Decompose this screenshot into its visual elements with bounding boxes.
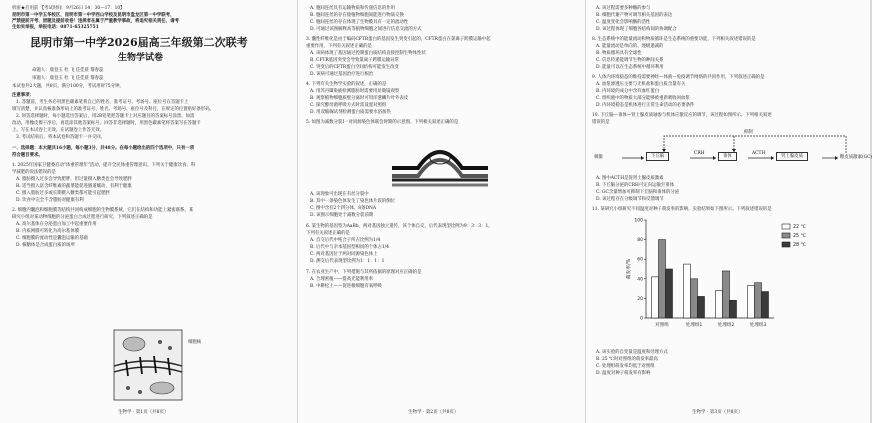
y-tick-label: 20 bbox=[637, 296, 643, 302]
option-b: B. 后代中与亲本基因型相同的个体占1/4 bbox=[310, 245, 389, 250]
question-8: 8. 生态系统中的能量流动和物质循环是生态系统的重要功能，下列相关叙述错误的是 bbox=[592, 37, 756, 42]
question-6: 6. 某生物的基因型为AaBb，两对基因独立遗传，该个体自交，后代表现型比例为9：3：3：1。 bbox=[306, 224, 493, 229]
option-d: D. 可通过该图解释高等植物细胞之间进行信息交流的方式 bbox=[310, 27, 422, 32]
option-b: B. 细胞代谢产物可调节相关基因的表达 bbox=[596, 13, 673, 18]
option-a: A. 图中ACTH是促肾上腺皮质激素 bbox=[596, 176, 664, 181]
legend-swatch bbox=[782, 233, 790, 238]
option-c: C. 处理组萌发率均低于对照组 bbox=[596, 364, 655, 369]
option-c: C. 摄入脂肪过多或长期摄入糖类都可能引起肥胖 bbox=[16, 191, 110, 196]
option-c: C. 两对基因位于两对同源染色体上 bbox=[310, 252, 378, 257]
option-a: A. 该实验的自变量是温度和处理方式 bbox=[596, 350, 668, 355]
question-1-cont: 学减肥的说法错误的是 bbox=[12, 170, 56, 175]
option-b: B. 适当摄入富含纤维素的蔬菜能促进肠道蠕动，有利于健康 bbox=[16, 184, 132, 189]
option-a: A. 能量流动是单向的、逐级递减的 bbox=[596, 44, 664, 49]
section-heading: 一、选择题：本大题共16小题，每小题3分，共48分。在每小题给出的四个选项中，只有一项 bbox=[12, 146, 195, 151]
bar bbox=[762, 292, 769, 318]
option-a: A. 高尔基体在分泌蛋白加工中起重要作用 bbox=[16, 222, 97, 227]
note-line: 改动，用橡皮擦干净后，再选涂其他答案标号。回答非选择题时，用黑色碳素笔将答案写在答题卡 bbox=[12, 121, 201, 126]
question-10-cont: 错误的是 bbox=[592, 120, 610, 125]
bar bbox=[748, 286, 755, 318]
x-tick-label: 处理组1 bbox=[685, 323, 703, 328]
note-line: 1. 答题前，考生务必用黑色碳素笔将自己的姓名、准考证号、考场号、座位号在答题卡上 bbox=[16, 100, 189, 105]
legend-swatch bbox=[782, 242, 790, 247]
option-b: B. 其中一条染色体发生了染色体片段的倒位 bbox=[310, 199, 396, 204]
bar bbox=[684, 264, 691, 318]
option-c: C. GC含量增加可抑制下丘脑和垂体的分泌 bbox=[596, 190, 680, 195]
question-6-cont: 下列有关叙述正确的是 bbox=[306, 231, 350, 236]
question-5: 5. 如图为减数分裂I一对同源染色体联会时期的示意图。下列相关叙述正确的是 bbox=[306, 120, 459, 125]
flow-arrows bbox=[594, 130, 872, 170]
option-d: D. 饮食中完全不含脂肪对健康有利 bbox=[16, 198, 84, 203]
page-footer: 生物学 · 第2页（共8页） bbox=[408, 410, 459, 415]
hpa-flow-diagram bbox=[594, 130, 872, 170]
adrenal-cortex-box: 肾上腺皮质 bbox=[776, 152, 808, 161]
option-a: A. 用苏丹Ⅲ染液检测脂肪时需要用显微镜观察 bbox=[310, 89, 400, 94]
option-c: C. 胞间连丝的存在体现了生物膜具有一定的流动性 bbox=[310, 20, 409, 25]
note-line: 填写清楚，并认真核准条形码上的准考证号、姓名、考场号、座位号及科目，在规定的位置贴好条形码。 bbox=[12, 107, 214, 112]
option-d: D. 内环境稳态是机体进行正常生命活动的必要条件 bbox=[596, 103, 695, 108]
gc-label: 糖皮质激素(GC) bbox=[840, 155, 872, 160]
question-3: 3. 囊性纤维化是由于编码CFTR蛋白的基因发生突变引起的，CFTR蛋白在氯离子跨膜运输中起 bbox=[306, 37, 491, 42]
crh-label: CRH bbox=[694, 151, 705, 156]
option-c: C. 信息传递能调节生物的种间关系 bbox=[596, 58, 664, 63]
option-d: D. 该图示细胞处于减数分裂前期 bbox=[310, 213, 374, 218]
option-c: C. 探究酵母菌呼吸方式时需设置对照组 bbox=[310, 103, 387, 108]
acth-label: ACTH bbox=[752, 151, 766, 156]
option-b: B. 25 ℃时对照组的萌发率最高 bbox=[596, 357, 658, 362]
option-d: D. 温度对种子萌发率有影响 bbox=[596, 371, 651, 376]
option-a: A. 该病体现了基因通过控制蛋白质结构直接控制生物体性状 bbox=[310, 51, 426, 56]
option-c: C. 图中含有2个四分体、8条DNA bbox=[310, 206, 377, 211]
question-4: 4. 下列有关生物学实验的叙述，正确的是 bbox=[306, 82, 387, 87]
y-tick-label: 40 bbox=[637, 277, 643, 283]
pituitary-box: 垂体 bbox=[718, 152, 737, 161]
bar bbox=[698, 296, 705, 318]
exam-title: 昆明市第一中学2026届高三年级第二次联考 bbox=[30, 36, 248, 49]
option-b: B. 下丘脑分泌的CRH可定向运输至垂体 bbox=[596, 183, 674, 188]
legend-label: 25 ℃ bbox=[793, 234, 807, 239]
stimulus-label: 刺激 bbox=[594, 155, 603, 160]
option-a: A. 自交后代中纯合子所占比例为1/4 bbox=[310, 238, 381, 243]
option-b: B. 中耕松土——促进根细胞有氧呼吸 bbox=[310, 284, 382, 289]
question-1: 1. 2025年国家卫健委启动"体重管理年"活动，提升全民体重管理意识。下列关于健康饮食、科 bbox=[12, 163, 196, 168]
question-10: 10. 下丘脑—垂体—肾上腺皮质轴参与机体应激反应的调节，该过程如图所示。下列相关叙述 bbox=[592, 113, 772, 118]
option-b: B. 观察植物细胞质壁分离时可用洋葱鳞片叶外表皮 bbox=[310, 96, 409, 101]
option-d: D. 该病可通过基因治疗进行根治 bbox=[310, 72, 374, 77]
bar bbox=[730, 300, 737, 318]
option-a: A. 脂肪摄入过多会导致肥胖，但过量摄入糖类也会导致肥胖 bbox=[16, 177, 132, 182]
note-line: 2. 回答选择题时，每小题选出答案后，用2B铅笔把答题卡上对应题目的答案标号涂黑。如需 bbox=[16, 114, 195, 119]
bar bbox=[755, 283, 762, 318]
legend-swatch bbox=[782, 224, 790, 229]
cell-junction-figure bbox=[112, 326, 186, 404]
section-heading-cont: 符合题目要求。 bbox=[12, 153, 43, 158]
option-b: B. 内质网膜可转化为高尔基体膜 bbox=[16, 229, 80, 234]
option-d: D. 该过程存在分级调节和反馈调节 bbox=[596, 197, 664, 202]
option-a: A. 合理密植——提高光能利用率 bbox=[310, 277, 374, 282]
y-axis-label: 萌发率/% bbox=[627, 258, 632, 280]
germination-bar-chart bbox=[624, 214, 824, 342]
option-a: A. 胞间连丝具有运输物质和传递信息的作用 bbox=[310, 6, 395, 11]
bar bbox=[716, 291, 723, 318]
option-c: C. 组织液中的物质大部分能够被重新吸收回血浆 bbox=[596, 96, 690, 101]
page-1 bbox=[0, 0, 296, 423]
question-7: 7. 在农业生产中，下列措施与其所依据的原理对应正确的是 bbox=[306, 270, 422, 275]
proposer-line: 命题人：康登玉 杜 飞 任佳晨 黎春蕊 bbox=[32, 68, 104, 73]
page-2 bbox=[298, 0, 584, 423]
notice-line: 昆明市第一中学五华校区、昆明市第一中学西山学校及昆明市盘龙区第一中学联考， bbox=[12, 13, 175, 18]
paper-info: 本试卷共2大题，共8页。满分100分，考试用时75分钟。 bbox=[12, 84, 124, 89]
x-tick-label: 处理组2 bbox=[717, 323, 735, 328]
y-tick-label: 60 bbox=[637, 257, 643, 263]
reviewer-line: 审题人：康登玉 杜 飞 任佳晨 黎春蕊 bbox=[32, 76, 104, 81]
y-tick-label: 0 bbox=[640, 316, 643, 322]
note-line: 上。写在本试卷上无效。在试题卷上作答无效。 bbox=[12, 128, 105, 133]
bar bbox=[659, 240, 666, 318]
figure-label: 细胞核 bbox=[188, 340, 202, 345]
exam-header: 机密★启用前 【考试时间：9月26日 14：30—17：10】 bbox=[12, 6, 125, 11]
option-b: B. 物质循环具有全球性 bbox=[596, 51, 642, 56]
option-d: D. 能量可以在生态系统中循环利用 bbox=[596, 65, 664, 70]
option-d: D. 核糖体是合成蛋白质的场所 bbox=[16, 243, 75, 248]
notice-line: 生如实举报，举报电话：0871-65325751 bbox=[12, 25, 99, 30]
exam-subtitle: 生物学试卷 bbox=[118, 53, 164, 63]
bar bbox=[652, 277, 659, 318]
bar bbox=[666, 269, 673, 318]
option-a: A. 该过程需要多种酶的参与 bbox=[596, 6, 651, 11]
option-b: B. 胞间连丝的存在使植物细胞间能进行物质交换 bbox=[310, 13, 404, 18]
legend-label: 28 ℃ bbox=[793, 243, 807, 248]
inhibit-label: 抑制 bbox=[744, 130, 753, 135]
option-d: D. 用双缩脲试剂检测蛋白质需要水浴加热 bbox=[310, 110, 391, 115]
question-11: 11. 某研究小组研究不同温度对种子萌发率的影响，实验结果如下图所示。下列叙述错误的是 bbox=[592, 207, 772, 212]
question-9: 9. 人体内环境稳态的维持需要神经—体液—免疫调节网络的共同作用，下列叙述正确的是 bbox=[592, 75, 765, 80]
option-c: C. 突变后的CFTR蛋白空间结构可能发生改变 bbox=[310, 65, 399, 70]
x-tick-label: 对照组 bbox=[655, 323, 669, 328]
synapsis-figure bbox=[388, 128, 492, 188]
notes-heading: 注意事项： bbox=[12, 93, 34, 98]
option-d: D. 测交后代表现型比例为1：1：1：1 bbox=[310, 259, 385, 264]
option-c: C. 温度变化会影响酶的活性 bbox=[596, 20, 651, 25]
option-a: A. 血浆渗透压主要与无机盐和蛋白质含量有关 bbox=[596, 82, 686, 87]
notice-line: 严禁提前开考、泄题及提前收卷！违规者在属于严重教学事故，将追究相关责任，请考 bbox=[12, 19, 179, 24]
hypothalamus-box: 下丘脑 bbox=[646, 152, 669, 161]
legend-label: 22 ℃ bbox=[793, 225, 807, 230]
option-d: D. 该过程体现了细胞各结构间的协调配合 bbox=[596, 27, 677, 32]
option-b: B. 内环境的成分中含有血红蛋白 bbox=[596, 89, 660, 94]
page-footer: 生物学 · 第1页（共8页） bbox=[118, 410, 169, 415]
y-tick-label: 100 bbox=[634, 218, 643, 224]
question-2-cont: 研究小组对某动物细胞的分泌蛋白合成过程进行研究，下列叙述正确的是 bbox=[12, 215, 153, 220]
note-line: 3. 考试结束后，将本试卷和答题卡一并交回。 bbox=[16, 135, 106, 140]
page-3 bbox=[586, 0, 870, 423]
option-a: A. 该现象可出现在有丝分裂中 bbox=[310, 192, 369, 197]
bar bbox=[723, 271, 730, 318]
question-3-cont: 重要作用，下列有关叙述正确的是 bbox=[306, 44, 372, 49]
bar bbox=[691, 279, 698, 318]
x-tick-label: 处理组3 bbox=[749, 323, 767, 328]
option-b: B. CFTR基因突变会导致氯离子跨膜运输异常 bbox=[310, 58, 399, 63]
option-c: C. 细胞膜的流动性是囊泡运输的基础 bbox=[16, 236, 88, 241]
question-2: 2. 细胞内囊泡和细胞膜等结构共同构成细胞的生物膜系统，它们在结构和功能上紧密联系。某 bbox=[12, 208, 194, 213]
page-footer: 生物学 · 第3页（共8页） bbox=[692, 410, 743, 415]
y-tick-label: 80 bbox=[637, 238, 643, 244]
